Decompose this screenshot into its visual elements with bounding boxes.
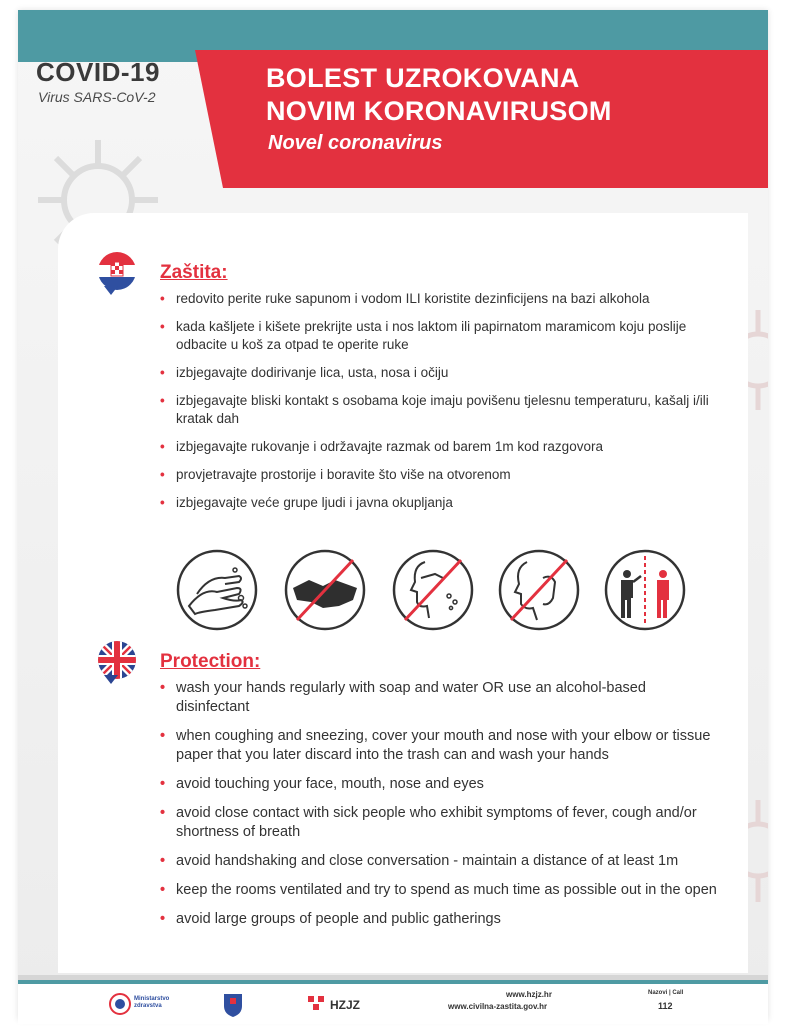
call-label: Nazovi | Call xyxy=(648,990,684,996)
list-item: • izbjegavajte veće grupe ljudi i javna okupljanja xyxy=(160,495,453,510)
list-item: • provjetravajte prostorije i boravite što više na otvorenom xyxy=(160,467,511,482)
heading-zastita: Zaštita: xyxy=(160,262,228,283)
no-face-touching-icon xyxy=(497,548,581,632)
list-item: • redovito perite ruke sapunom i vodom ILI koristite dezinficijens na bazi alkohola xyxy=(160,291,650,306)
keep-distance-icon xyxy=(603,548,687,632)
no-sneezing-icon xyxy=(391,548,475,632)
url-civilna-zastita: www.civilna-zastita.gov.hr xyxy=(448,1002,548,1011)
url-hzjz: www.hzjz.hr xyxy=(506,990,552,999)
covid-subtitle: Virus SARS-CoV-2 xyxy=(38,89,156,105)
banner-title xyxy=(266,62,736,128)
banner-title-line1: BOLEST UZROKOVANA xyxy=(266,63,580,93)
heading-protection: Protection: xyxy=(160,651,261,672)
croatian-flag-icon xyxy=(98,252,136,290)
hand-washing-icon xyxy=(175,548,259,632)
list-item: • kada kašljete i kišete prekrijte usta i nos laktom ili papirnatom maramicom koju poslije odbacite u koš za otpad te operite ruke xyxy=(160,319,687,352)
ministry-label: Ministarstvo zdravstva xyxy=(134,996,170,1009)
uk-flag-icon xyxy=(98,641,136,679)
ministry-logo-icon xyxy=(108,992,132,1016)
speech-tail-icon xyxy=(104,286,118,295)
covid-title: COVID-19 xyxy=(36,57,160,87)
no-handshake-icon xyxy=(283,548,367,632)
speech-tail-icon xyxy=(104,675,118,684)
list-item: • keep the rooms ventilated and try to spend as much time as possible out in the open xyxy=(160,882,717,898)
pictogram-row xyxy=(175,548,695,638)
list-item: • wash your hands regularly with soap and water OR use an alcohol-based disinfectant xyxy=(160,680,646,715)
list-item: • izbjegavajte dodirivanje lica, usta, nosa i očiju xyxy=(160,365,449,380)
banner-title-line2: NOVIM KORONAVIRUSOM xyxy=(266,96,612,126)
list-item: • when coughing and sneezing, cover your mouth and nose with your elbow or tissue paper that you later discard into the trash can and wash your hands xyxy=(160,728,711,763)
list-item: • avoid close contact with sick people who exhibit symptoms of fever, cough and/or shortness of breath xyxy=(160,805,697,840)
list-item: • avoid handshaking and close conversation - maintain a distance of at least 1m xyxy=(160,853,679,869)
english-list xyxy=(160,679,720,939)
croatian-list xyxy=(160,290,720,522)
hzjz-logo-icon xyxy=(304,992,328,1018)
call-number: 112 xyxy=(658,1001,673,1011)
list-item: • avoid large groups of people and public gatherings xyxy=(160,911,501,927)
list-item: • avoid touching your face, mouth, nose and eyes xyxy=(160,776,484,792)
footer xyxy=(18,980,768,1024)
banner-subtitle: Novel coronavirus xyxy=(268,132,443,154)
list-item: • izbjegavajte bliski kontakt s osobama koje imaju povišenu tjelesnu temperaturu, kašalj i/ili kratak dah xyxy=(160,393,709,426)
hzjz-label: HZJZ xyxy=(330,998,360,1012)
list-item: • izbjegavajte rukovanje i održavajte razmak od barem 1m kod razgovora xyxy=(160,439,603,454)
civil-protection-logo-icon xyxy=(222,992,244,1018)
